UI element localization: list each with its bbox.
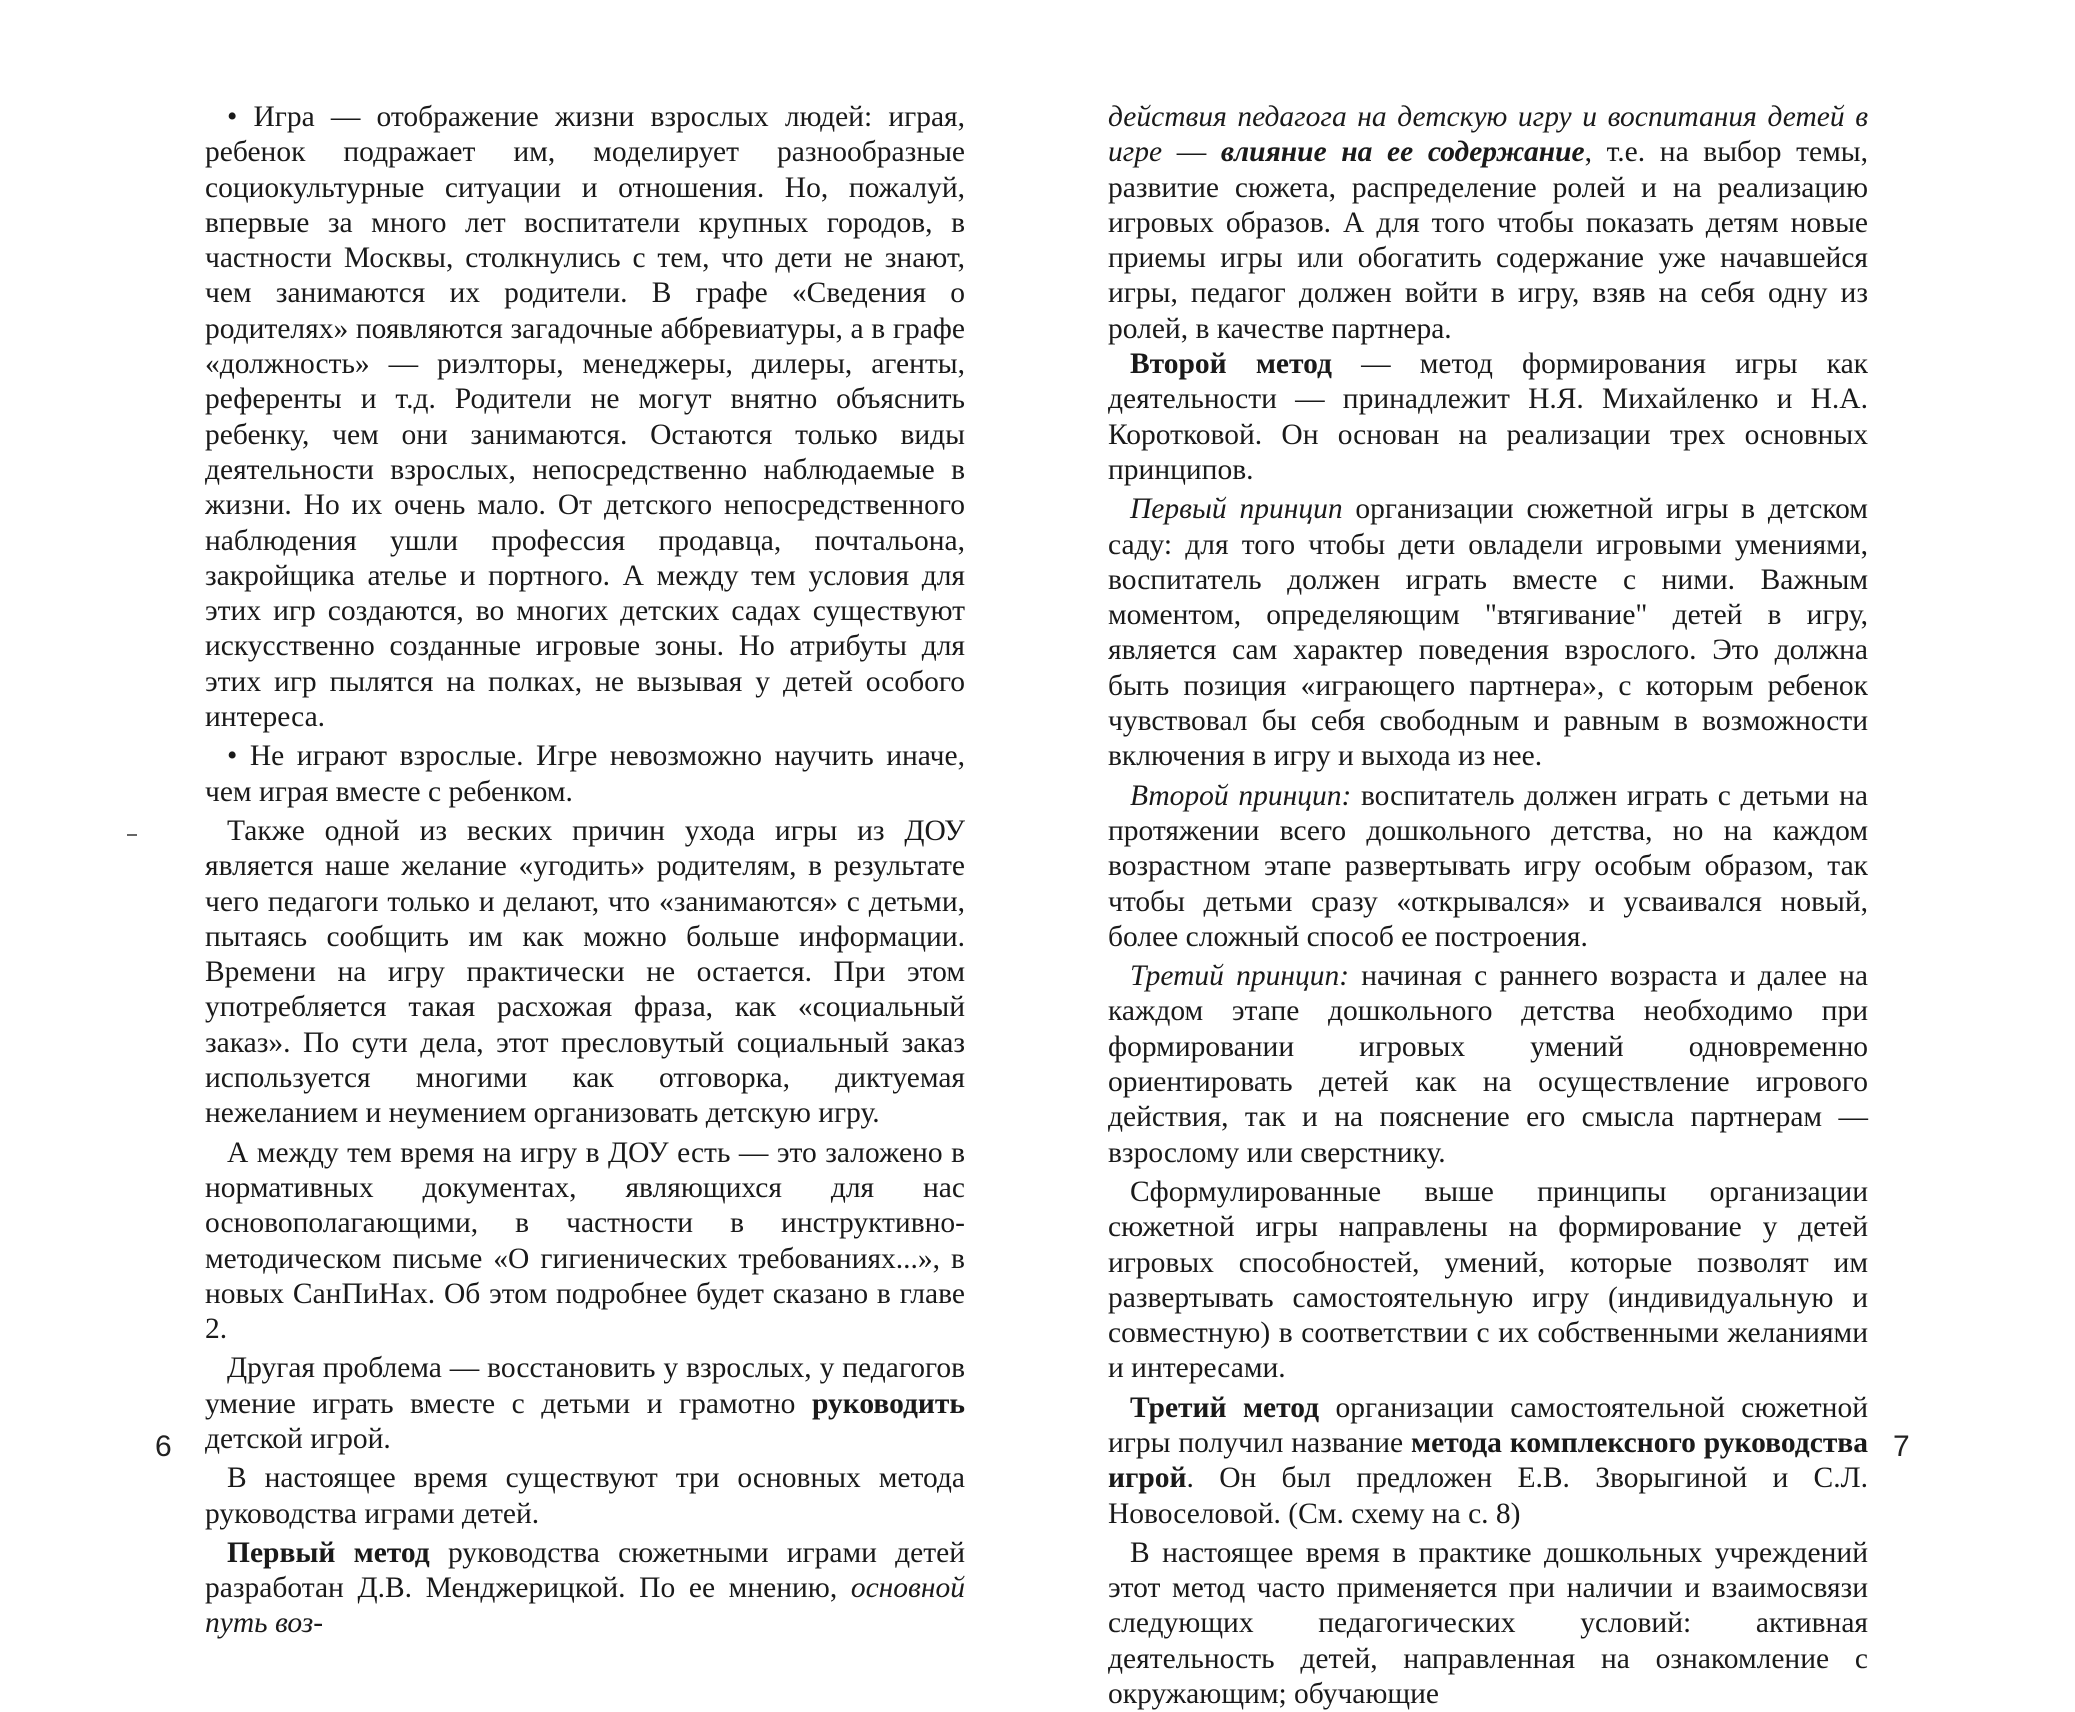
text-run: воспитатель должен играть с детьми на протяжении всего дошкольного детства, но на каждом возрастном этапе развертывать игру особым образом, так чтобы детьми сразу «открывался» и усваивался новый, более сложный способ ее построения. — [1108, 779, 1868, 953]
paragraph-right-2 — [1108, 347, 1868, 488]
text-run: организации сюжетной игры в детском саду: для того чтобы дети овладели игровыми умениями, воспитатель должен играть вместе с ними. Важным моментом, определяющим "втягивание" детей в игру, является сам характер поведения взрослого. Это должна быть позиция «играющего партнера», с которым ребенок чувствовал бы себя свободным и равным в возможности включения в игру и выхода из нее. — [1108, 493, 1868, 773]
paragraph-left-6: В настоящее время существуют три основных метода руководства играми детей. — [205, 1462, 965, 1530]
paragraph-right-1 — [1108, 100, 1868, 347]
text-run: . Он был предложен Е.В. Зворыгиной и С.Л. Новоселовой. (См. схему на с. 8) — [1108, 1462, 1868, 1530]
text-run: начиная с раннего возраста и далее на каждом этапе дошкольного детства необходимо при формировании игровых умений одновременно ориентировать детей как на осуществление игрового действия, так и на пояснение его смысла партнерам — взрослому или сверстнику. — [1108, 960, 1869, 1169]
paragraph-left-2: • Не играют взрослые. Игре невозможно научить иначе, чем играя вместе с ребенком. — [205, 740, 965, 808]
right-page — [1108, 100, 1868, 1712]
text-run: — метод формирования игры как деятельности — принадлежит Н.Я. Михайленко и Н.А. Коротковой. Он основан на реализации трех основных принципов. — [1108, 348, 1868, 486]
text-run: руководства сюжетными играми детей разработан Д.В. Менджерицкой. По ее мнению, — [205, 1536, 965, 1605]
paragraph-left-1: • Игра — отображение жизни взрослых людей: играя, ребенок подражает им, моделирует разнообразные социокультурные ситуации и отношения. Но, пожалуй, впервые за много лет воспитатели крупных городов, в частности Москвы, столкнулись с тем, что дети не знают, чем занимаются их родители. В графе «Сведения о родителях» появляются загадочные аббревиатуры, а в графе «должность» — риэлторы, менеджеры, дилеры, агенты, референты и т.д. Родители не могут внятно объяснить ребенку, чем они занимаются. Остаются только виды деятельности взрослых, непосредственно наблюдаемые в жизни. Но их очень мало. От детского непосредственного наблюдения ушли профессия продавца, почтальона, закройщика ателье и портного. А между тем условия для этих игр создаются, во многих детских садах существуют искусственно созданные игровые зоны. Но атрибуты для этих игр пылятся на полках, не вызывая у детей особого интереса. — [205, 101, 965, 734]
bold-text-run: руководить — [811, 1387, 965, 1420]
bold-text-run: метода комплексного руководства игрой — [1108, 1426, 1868, 1495]
text-run: , т.е. на выбор темы, развитие сюжета, распределение ролей и на реализацию игровых образов. А для того чтобы показать детям новые приемы игры или обогатить содержание уже начавшейся игры, педагог должен войти в игру, взяв на себя одну из ролей, в качестве партнера. — [1108, 136, 1869, 345]
paragraph-right-3 — [1108, 492, 1868, 774]
paragraph-left-7 — [205, 1536, 965, 1642]
paragraph-right-8: В настоящее время в практике дошкольных учреждений этот метод часто применяется при наличии и взаимосвязи следующих педагогических условий: активная деятельность детей, направленная на ознакомление с окружающим; обучающие — [1108, 1536, 1868, 1711]
text-run: детской игрой. — [205, 1422, 391, 1455]
italic-text-run: Второй принцип: — [1130, 779, 1352, 812]
italic-text-run: Первый принцип — [1130, 493, 1343, 526]
text-run: Другая проблема — восстановить у взрослых, у педагогов умение играть вместе с детьми и грамотно — [205, 1352, 965, 1420]
bold-text-run: Первый метод — [227, 1536, 430, 1569]
bold-text-run: Третий метод — [1130, 1391, 1320, 1424]
paragraph-left-3: Также одной из веских причин ухода игры из ДОУ является наше желание «угодить» родителям, в результате чего педагоги только и делают, что «занимаются» с детьми, пытаясь сообщить им как можно больше информации. Времени на игру практически не остается. При этом употребляется такая расхожая фраза, как «социальный заказ». По сути дела, этот пресловутый социальный заказ используется многими как отговорка, диктуемая нежеланием и неумением организовать детскую игру. — [205, 814, 965, 1130]
italic-text-run: действия педагога на детскую игру и воспитания детей в игре — [1108, 101, 1868, 169]
paragraph-right-6: Сформулированные выше принципы организации сюжетной игры направлены на формирование у детей игровых способностей, умений, которые позволят им развертывать самостоятельную игру (индивидуальную и совместную) в соответствии с их собственными желаниями и интересами. — [1108, 1175, 1868, 1385]
page-number-right: 7 — [1893, 1430, 1910, 1463]
text-run: — — [1162, 136, 1221, 169]
margin-mark — [127, 834, 137, 836]
paragraph-right-5 — [1108, 959, 1868, 1171]
bold-italic-text-run: влияние на ее содержание — [1220, 136, 1585, 169]
paragraph-right-4 — [1108, 779, 1868, 955]
italic-text-run: Третий принцип: — [1130, 960, 1350, 993]
left-page — [205, 100, 965, 1642]
paragraph-right-7 — [1108, 1391, 1868, 1532]
text-run: организации самостоятельной сюжетной игры получил название — [1108, 1391, 1868, 1459]
bold-text-run: Второй метод — [1130, 348, 1332, 381]
page-number-left: 6 — [155, 1430, 172, 1463]
paragraph-left-4: А между тем время на игру в ДОУ есть — это заложено в нормативных документах, являющихся для нас основополагающими, в частности в инструктивно-методическом письме «О гигиенических требованиях...», в новых СанПиНах. Об этом подробнее будет сказано в главе 2. — [205, 1136, 965, 1346]
italic-text-run: основной путь воз- — [205, 1572, 965, 1640]
paragraph-left-5 — [205, 1351, 965, 1457]
